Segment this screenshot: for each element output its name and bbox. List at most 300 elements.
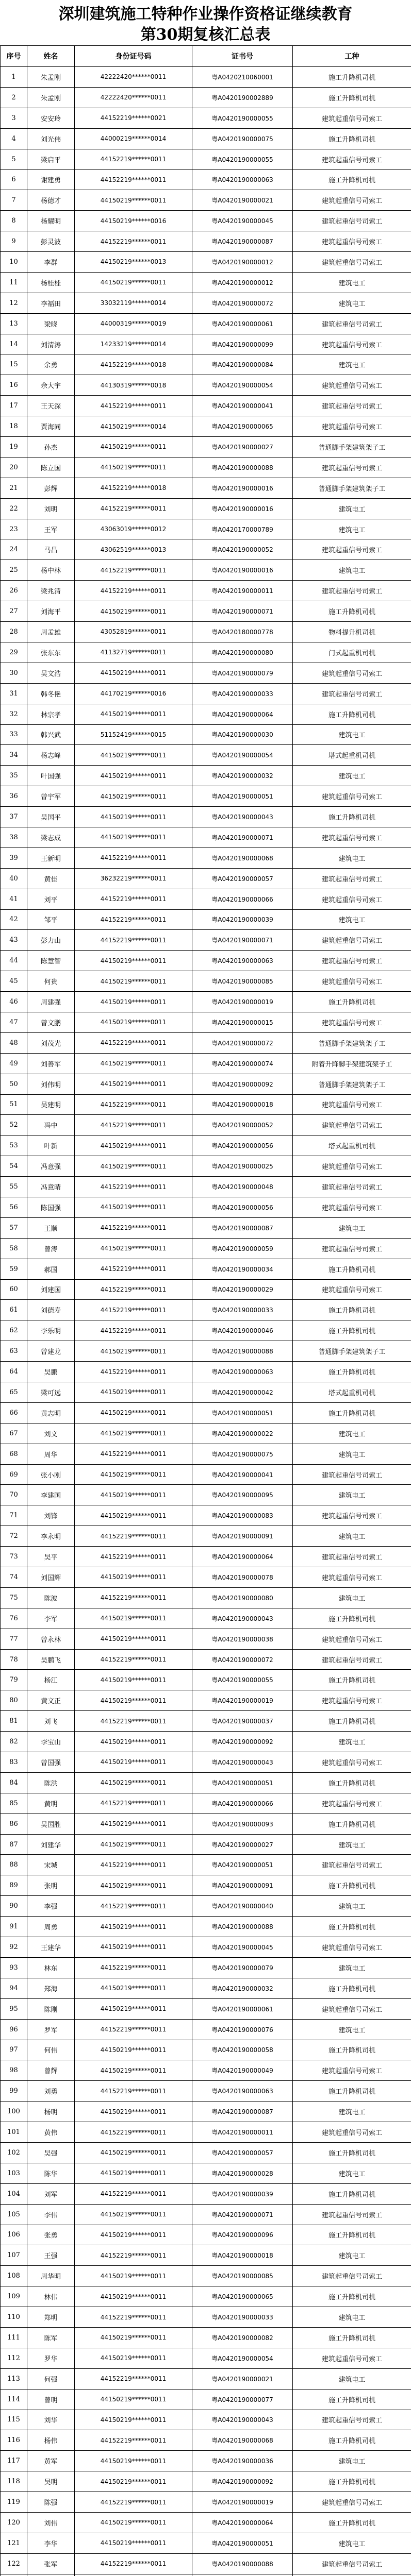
cell-certificate-number: 粤A0420190000051 xyxy=(192,786,293,807)
cell-name: 朱孟刚 xyxy=(27,87,75,108)
cell-id-number: 44150219******0011 xyxy=(75,766,192,786)
cell-job-type: 建筑起重信号司索工 xyxy=(293,149,411,170)
cell-id-number: 44152219******0011 xyxy=(75,2307,192,2328)
table-row xyxy=(1,745,411,766)
cell-job-type: 建筑起重信号司索工 xyxy=(293,2204,411,2225)
cell-name: 彭力山 xyxy=(27,930,75,951)
cell-id-number: 44150219******0011 xyxy=(75,2286,192,2307)
table-row xyxy=(1,1362,411,1382)
cell-job-type: 建筑起重信号司索工 xyxy=(293,971,411,992)
cell-job-type: 施工升降机司机 xyxy=(293,170,411,190)
cell-index: 83 xyxy=(1,1752,27,1773)
cell-name: 刘海平 xyxy=(27,601,75,622)
cell-certificate-number: 粤A0420190000080 xyxy=(192,642,293,663)
cell-name: 吴国平 xyxy=(27,807,75,827)
cell-name: 杨志峰 xyxy=(27,745,75,766)
cell-id-number: 44150219******0011 xyxy=(75,1670,192,1690)
table-row xyxy=(1,1978,411,1998)
cell-certificate-number: 粤A0420190000096 xyxy=(192,2225,293,2245)
cell-job-type xyxy=(293,2574,411,2576)
cell-name: 刘文 xyxy=(27,1423,75,1444)
table-row xyxy=(1,2327,411,2348)
cell-id-number: 44152219******0011 xyxy=(75,1300,192,1320)
cell-job-type: 建筑起重信号司索工 xyxy=(293,2266,411,2286)
cell-index: 86 xyxy=(1,1814,27,1834)
cell-id-number: 44152219******0011 xyxy=(75,848,192,868)
cell-name: 何强 xyxy=(27,2368,75,2389)
table-row xyxy=(1,437,411,457)
cell-id-number: 44152219******0011 xyxy=(75,1032,192,1053)
table-row xyxy=(1,1402,411,1423)
table-row xyxy=(1,2368,411,2389)
cell-job-type: 施工升降机司机 xyxy=(293,1772,411,1793)
cell-name: 梁启平 xyxy=(27,149,75,170)
cell-index: 85 xyxy=(1,1793,27,1814)
table-row xyxy=(1,1855,411,1875)
cell-index: 30 xyxy=(1,663,27,683)
table-row xyxy=(1,1875,411,1896)
cell-job-type: 建筑起重信号司索工 xyxy=(293,375,411,396)
cell-job-type: 施工升降机司机 xyxy=(293,807,411,827)
cell-index: 59 xyxy=(1,1259,27,1279)
table-row xyxy=(1,2163,411,2183)
cell-certificate-number: 粤A0420190000019 xyxy=(192,2492,293,2513)
cell-certificate-number: 粤A0420190000065 xyxy=(192,2286,293,2307)
cell-job-type: 施工升降机司机 xyxy=(293,1320,411,1341)
cell-job-type: 塔式起重机司机 xyxy=(293,1136,411,1156)
table-row xyxy=(1,334,411,354)
cell-index: 3 xyxy=(1,108,27,128)
cell-id-number: 36232219******0011 xyxy=(75,868,192,889)
cell-name: 陈华 xyxy=(27,2163,75,2183)
cell-name: 刘平 xyxy=(27,889,75,909)
cell-name: 李强 xyxy=(27,1896,75,1917)
cell-index: 117 xyxy=(1,2451,27,2471)
column-header-id-number: 身份证号码 xyxy=(75,46,192,67)
cell-name: 曾涛 xyxy=(27,1238,75,1259)
table-row xyxy=(1,1772,411,1793)
cell-job-type: 建筑起重信号司索工 xyxy=(293,1197,411,1217)
cell-index: 51 xyxy=(1,1094,27,1115)
cell-job-type: 建筑电工 xyxy=(293,1444,411,1464)
cell-job-type: 建筑电工 xyxy=(293,1834,411,1855)
cell-id-number: 44150219******0011 xyxy=(75,786,192,807)
cell-index: 10 xyxy=(1,252,27,273)
cell-job-type: 建筑电工 xyxy=(293,909,411,930)
cell-job-type: 普通脚手架建筑架子工 xyxy=(293,1074,411,1094)
cell-job-type: 建筑起重信号司索工 xyxy=(293,1156,411,1177)
cell-name: 吴鹏 xyxy=(27,1362,75,1382)
table-row xyxy=(1,971,411,992)
table-row xyxy=(1,1793,411,1814)
cell-index: 112 xyxy=(1,2348,27,2368)
cell-name: 冯意晴 xyxy=(27,1177,75,1197)
cell-name: 邹平 xyxy=(27,909,75,930)
cell-index: 54 xyxy=(1,1156,27,1177)
cell-certificate-number: 粤A0420190000016 xyxy=(192,478,293,498)
cell-id-number: 44150219******0011 xyxy=(75,1732,192,1752)
table-row xyxy=(1,1074,411,1094)
cell-name: 曾宇军 xyxy=(27,786,75,807)
table-row xyxy=(1,539,411,560)
cell-id-number: 44152219******0011 xyxy=(75,1793,192,1814)
table-row xyxy=(1,848,411,868)
cell-id-number: 44152219******0011 xyxy=(75,1896,192,1917)
cell-name: 叶新 xyxy=(27,1136,75,1156)
cell-certificate-number: 粤A0420190000079 xyxy=(192,663,293,683)
cell-certificate-number: 粤A0420190000045 xyxy=(192,1937,293,1958)
table-row xyxy=(1,1012,411,1032)
cell-name: 谢建勇 xyxy=(27,170,75,190)
cell-job-type: 建筑起重信号司索工 xyxy=(293,1505,411,1526)
cell-id-number: 51152419******0015 xyxy=(75,724,192,745)
cell-certificate-number: 粤A0420190000063 xyxy=(192,170,293,190)
cell-index: 24 xyxy=(1,539,27,560)
cell-certificate-number: 粤A0420190000064 xyxy=(192,1547,293,1567)
cell-index: 81 xyxy=(1,1711,27,1732)
cell-name: 张小刚 xyxy=(27,1464,75,1485)
cell-name: 吴平 xyxy=(27,1547,75,1567)
cell-id-number: 44152219******0011 xyxy=(75,889,192,909)
table-row xyxy=(1,1382,411,1403)
table-row xyxy=(1,1649,411,1670)
cell-id-number: 42222420******0011 xyxy=(75,67,192,88)
cell-name: 何伟 xyxy=(27,2040,75,2060)
cell-id-number: 44150219******0011 xyxy=(75,2204,192,2225)
cell-index: 66 xyxy=(1,1402,27,1423)
cell-index: 122 xyxy=(1,2553,27,2574)
cell-job-type: 建筑起重信号司索工 xyxy=(293,1855,411,1875)
cell-index: 92 xyxy=(1,1937,27,1958)
cell-id-number: 44152219******0011 xyxy=(75,1649,192,1670)
cell-index: 6 xyxy=(1,170,27,190)
cell-index: 45 xyxy=(1,971,27,992)
cell-index: 28 xyxy=(1,622,27,642)
cell-index: 2 xyxy=(1,87,27,108)
cell-name: 冯中 xyxy=(27,1115,75,1136)
cell-name: 曾国强 xyxy=(27,1752,75,1773)
cell-certificate-number: 粤A0420190000012 xyxy=(192,252,293,273)
cell-id-number: 44152219******0011 xyxy=(75,2430,192,2451)
cell-name: 陈军 xyxy=(27,2327,75,2348)
cell-id-number: 44150219******0011 xyxy=(75,2225,192,2245)
cell-index: 88 xyxy=(1,1855,27,1875)
cell-index: 41 xyxy=(1,889,27,909)
table-row xyxy=(1,889,411,909)
cell-certificate-number: 粤A0420190000059 xyxy=(192,1238,293,1259)
table-row xyxy=(1,67,411,88)
cell-index: 102 xyxy=(1,2142,27,2163)
cell-index: 68 xyxy=(1,1444,27,1464)
table-row xyxy=(1,2430,411,2451)
table-row xyxy=(1,354,411,375)
cell-job-type: 门式起重机司机 xyxy=(293,642,411,663)
cell-certificate-number: 粤A0420190000078 xyxy=(192,1567,293,1588)
cell-certificate-number: 粤A0420190000066 xyxy=(192,1793,293,1814)
cell-index: 108 xyxy=(1,2266,27,2286)
cell-id-number: 44150219******0011 xyxy=(75,1567,192,1588)
cell-index: 44 xyxy=(1,951,27,971)
cell-job-type: 施工升降机司机 xyxy=(293,2286,411,2307)
cell-name: 刘清涛 xyxy=(27,334,75,354)
cell-id-number: 44150219******0011 xyxy=(75,1834,192,1855)
cell-name: 梁晓 xyxy=(27,313,75,334)
cell-index: 16 xyxy=(1,375,27,396)
cell-index: 98 xyxy=(1,2060,27,2081)
cell-index: 93 xyxy=(1,1957,27,1978)
table-row xyxy=(1,642,411,663)
cell-name: 刘伟 xyxy=(27,2512,75,2533)
table-body xyxy=(1,67,411,2576)
table-row xyxy=(1,1711,411,1732)
cell-name: 安安玲 xyxy=(27,108,75,128)
table-row xyxy=(1,2389,411,2410)
cell-certificate-number: 粤A0420190000077 xyxy=(192,2389,293,2410)
cell-id-number: 44150219******0011 xyxy=(75,1136,192,1156)
cell-name: 杨耀明 xyxy=(27,211,75,231)
cell-job-type: 建筑起重信号司索工 xyxy=(293,663,411,683)
cell-job-type: 建筑起重信号司索工 xyxy=(293,334,411,354)
cell-id-number: 44150219******0011 xyxy=(75,1423,192,1444)
cell-job-type: 建筑起重信号司索工 xyxy=(293,951,411,971)
cell-id-number: 44150219******0011 xyxy=(75,1772,192,1793)
cell-id-number: 44150219******0011 xyxy=(75,1382,192,1403)
cell-index: 106 xyxy=(1,2225,27,2245)
cell-id-number: 44150219******0011 xyxy=(75,1814,192,1834)
cell-name: 杨桂桂 xyxy=(27,272,75,293)
table-row xyxy=(1,1526,411,1547)
cell-id-number: 44150219******0011 xyxy=(75,1608,192,1629)
cell-index: 9 xyxy=(1,231,27,252)
table-row xyxy=(1,108,411,128)
table-row xyxy=(1,2019,411,2040)
cell-job-type: 建筑起重信号司索工 xyxy=(293,211,411,231)
cell-certificate-number: 粤A0420190000087 xyxy=(192,1217,293,1238)
cell-certificate-number: 粤A0420190000064 xyxy=(192,704,293,724)
table-row xyxy=(1,2451,411,2471)
cell-certificate-number: 粤A0420190000051 xyxy=(192,1772,293,1793)
cell-index: 82 xyxy=(1,1732,27,1752)
cell-name: 李建国 xyxy=(27,1485,75,1505)
cell-id-number: 44150219******0011 xyxy=(75,1917,192,1937)
table-row xyxy=(1,149,411,170)
table-row xyxy=(1,1136,411,1156)
cell-id-number: 44150219******0011 xyxy=(75,272,192,293)
cell-index: 67 xyxy=(1,1423,27,1444)
cell-job-type: 建筑起重信号司索工 xyxy=(293,1094,411,1115)
cell-certificate-number: 粤A0420190000018 xyxy=(192,1094,293,1115)
cell-name: 刘建华 xyxy=(27,1834,75,1855)
cell-job-type: 建筑电工 xyxy=(293,1587,411,1608)
cell-index: 79 xyxy=(1,1670,27,1690)
cell-job-type: 建筑电工 xyxy=(293,848,411,868)
cell-index: 96 xyxy=(1,2019,27,2040)
cell-certificate-number: 粤A0420190000091 xyxy=(192,1875,293,1896)
cell-index: 77 xyxy=(1,1629,27,1649)
cell-certificate-number: 粤A0420190000080 xyxy=(192,1587,293,1608)
cell-id-number: 44150219******0011 xyxy=(75,992,192,1012)
cell-id-number: 44150219******0011 xyxy=(75,2040,192,2060)
table-row xyxy=(1,2204,411,2225)
cell-id-number: 44150219******0011 xyxy=(75,1197,192,1217)
cell-job-type: 施工升降机司机 xyxy=(293,2040,411,2060)
cell-name: 王建华 xyxy=(27,1937,75,1958)
cell-certificate-number: 粤A0420190000058 xyxy=(192,2040,293,2060)
cell-index: 27 xyxy=(1,601,27,622)
cell-index: 14 xyxy=(1,334,27,354)
cell-job-type: 建筑起重信号司索工 xyxy=(293,2492,411,2513)
cell-name: 周华明 xyxy=(27,2266,75,2286)
cell-id-number: 44152219******0011 xyxy=(75,1711,192,1732)
cell-id-number: 44152219******0011 xyxy=(75,1526,192,1547)
cell-index: 73 xyxy=(1,1547,27,1567)
cell-job-type: 建筑电工 xyxy=(293,1423,411,1444)
table-row xyxy=(1,457,411,478)
cell-certificate-number: 粤A0420190000071 xyxy=(192,2204,293,2225)
cell-name: 张军 xyxy=(27,2553,75,2574)
cell-certificate-number: 粤A0420190000064 xyxy=(192,2512,293,2533)
table-row xyxy=(1,786,411,807)
cell-name: 黄文正 xyxy=(27,1690,75,1711)
cell-name: 王天深 xyxy=(27,396,75,416)
cell-certificate-number: 粤A0420190000036 xyxy=(192,2451,293,2471)
cell-index: 114 xyxy=(1,2389,27,2410)
cell-certificate-number: 粤A0420190000032 xyxy=(192,766,293,786)
cell-job-type: 施工升降机司机 xyxy=(293,128,411,149)
table-row xyxy=(1,827,411,848)
cell-job-type: 建筑电工 xyxy=(293,2307,411,2328)
cell-id-number: 44150219******0011 xyxy=(75,1156,192,1177)
cell-name: 陈慧智 xyxy=(27,951,75,971)
cell-index: 100 xyxy=(1,2102,27,2122)
cell-job-type: 建筑起重信号司索工 xyxy=(293,827,411,848)
cell-certificate-number: 粤A0420190000076 xyxy=(192,2019,293,2040)
cell-index: 111 xyxy=(1,2327,27,2348)
cell-index: 53 xyxy=(1,1136,27,1156)
cell-index: 57 xyxy=(1,1217,27,1238)
cell-name: 冯意强 xyxy=(27,1156,75,1177)
cell-index: 47 xyxy=(1,1012,27,1032)
table-row xyxy=(1,2183,411,2204)
table-row xyxy=(1,1957,411,1978)
cell-certificate-number: 粤A0420190000027 xyxy=(192,437,293,457)
cell-id-number: 44000319******0019 xyxy=(75,313,192,334)
cell-index: 62 xyxy=(1,1320,27,1341)
table-row xyxy=(1,1464,411,1485)
cell-id-number: 44152219******0011 xyxy=(75,1115,192,1136)
cell-certificate-number: 粤A0420190000092 xyxy=(192,1074,293,1094)
cell-id-number: 44150219******0011 xyxy=(75,1464,192,1485)
cell-name: 杨德才 xyxy=(27,190,75,211)
cell-certificate-number: 粤A0420190000088 xyxy=(192,1341,293,1362)
table-row xyxy=(1,1197,411,1217)
cell-id-number: 44152219******0011 xyxy=(75,2368,192,2389)
cell-id-number: 44152219******0011 xyxy=(75,1547,192,1567)
cell-id-number: 44150219******0011 xyxy=(75,2410,192,2430)
cell-name: 李伟 xyxy=(27,2204,75,2225)
table-row xyxy=(1,1032,411,1053)
table-row xyxy=(1,128,411,149)
cell-certificate-number: 粤A0420190000016 xyxy=(192,498,293,519)
table-row xyxy=(1,231,411,252)
table-row xyxy=(1,581,411,601)
cell-certificate-number: 粤A0420190000072 xyxy=(192,293,293,313)
cell-job-type: 建筑起重信号司索工 xyxy=(293,1238,411,1259)
cell-id-number: 44150219******0011 xyxy=(75,1937,192,1958)
cell-name: 韩兴武 xyxy=(27,724,75,745)
table-row xyxy=(1,1937,411,1958)
cell-index: 33 xyxy=(1,724,27,745)
cell-name: 陈洪 xyxy=(27,1772,75,1793)
cell-id-number: 44150219******0011 xyxy=(75,1485,192,1505)
cell-job-type: 施工升降机司机 xyxy=(293,1670,411,1690)
cell-id-number: 43063019******0012 xyxy=(75,519,192,539)
cell-certificate-number: 粤A0420190000049 xyxy=(192,2060,293,2081)
cell-job-type: 建筑起重信号司索工 xyxy=(293,2122,411,2143)
cell-id-number: 44152219******0018 xyxy=(75,354,192,375)
cell-job-type: 施工升降机司机 xyxy=(293,2471,411,2492)
cell-certificate-number: 粤A0420190000085 xyxy=(192,971,293,992)
table-row xyxy=(1,1156,411,1177)
cell-index: 101 xyxy=(1,2122,27,2143)
cell-id-number: 44150219******0011 xyxy=(75,1053,192,1074)
table-row xyxy=(1,1094,411,1115)
cell-name: 彭灵波 xyxy=(27,231,75,252)
cell-job-type: 建筑电工 xyxy=(293,1896,411,1917)
table-row xyxy=(1,1217,411,1238)
table-row xyxy=(1,293,411,313)
cell-job-type: 建筑起重信号司索工 xyxy=(293,1012,411,1032)
cell-job-type: 施工升降机司机 xyxy=(293,2081,411,2102)
cell-index: 70 xyxy=(1,1485,27,1505)
cell-id-number: 44150219******0011 xyxy=(75,601,192,622)
cell-job-type: 建筑起重信号司索工 xyxy=(293,1793,411,1814)
cell-id-number: 44152219******0011 xyxy=(75,1320,192,1341)
cell-certificate-number: 粤A0420190000030 xyxy=(192,724,293,745)
cell-name: 刘茂光 xyxy=(27,1032,75,1053)
cell-id-number: 43052819******0011 xyxy=(75,622,192,642)
table-row xyxy=(1,375,411,396)
cell-id-number: 43062519******0013 xyxy=(75,539,192,560)
cell-certificate-number: 粤A0420190002889 xyxy=(192,87,293,108)
cell-job-type: 建筑起重信号司索工 xyxy=(293,1937,411,1958)
cell-name: 余大宇 xyxy=(27,375,75,396)
table-row xyxy=(1,2142,411,2163)
cell-id-number: 44150219******0011 xyxy=(75,1402,192,1423)
cell-certificate-number: 粤A0420190000085 xyxy=(192,2266,293,2286)
cell-name: 梁志成 xyxy=(27,827,75,848)
cell-job-type: 建筑电工 xyxy=(293,293,411,313)
cell-job-type: 建筑起重信号司索工 xyxy=(293,1629,411,1649)
cell-job-type: 建筑起重信号司索工 xyxy=(293,1177,411,1197)
cell-id-number: 44150219******0011 xyxy=(75,807,192,827)
cell-name: 曾文鹏 xyxy=(27,1012,75,1032)
cell-index: 103 xyxy=(1,2163,27,2183)
cell-id-number: 44150219******0011 xyxy=(75,2102,192,2122)
cell-id-number: 44152219******0011 xyxy=(75,1587,192,1608)
table-row xyxy=(1,2245,411,2266)
table-row xyxy=(1,1547,411,1567)
cell-id-number: 44150219******0011 xyxy=(75,437,192,457)
cell-id-number: 44150219******0011 xyxy=(75,1998,192,2019)
cell-name: 黄明 xyxy=(27,1793,75,1814)
cell-index: 118 xyxy=(1,2471,27,2492)
cell-certificate-number: 粤A0420190000074 xyxy=(192,1053,293,1074)
cell-index: 71 xyxy=(1,1505,27,1526)
cell-id-number: 44152219******0011 xyxy=(75,909,192,930)
cell-name: 何贵 xyxy=(27,971,75,992)
cell-certificate-number: 粤A0420190000039 xyxy=(192,909,293,930)
